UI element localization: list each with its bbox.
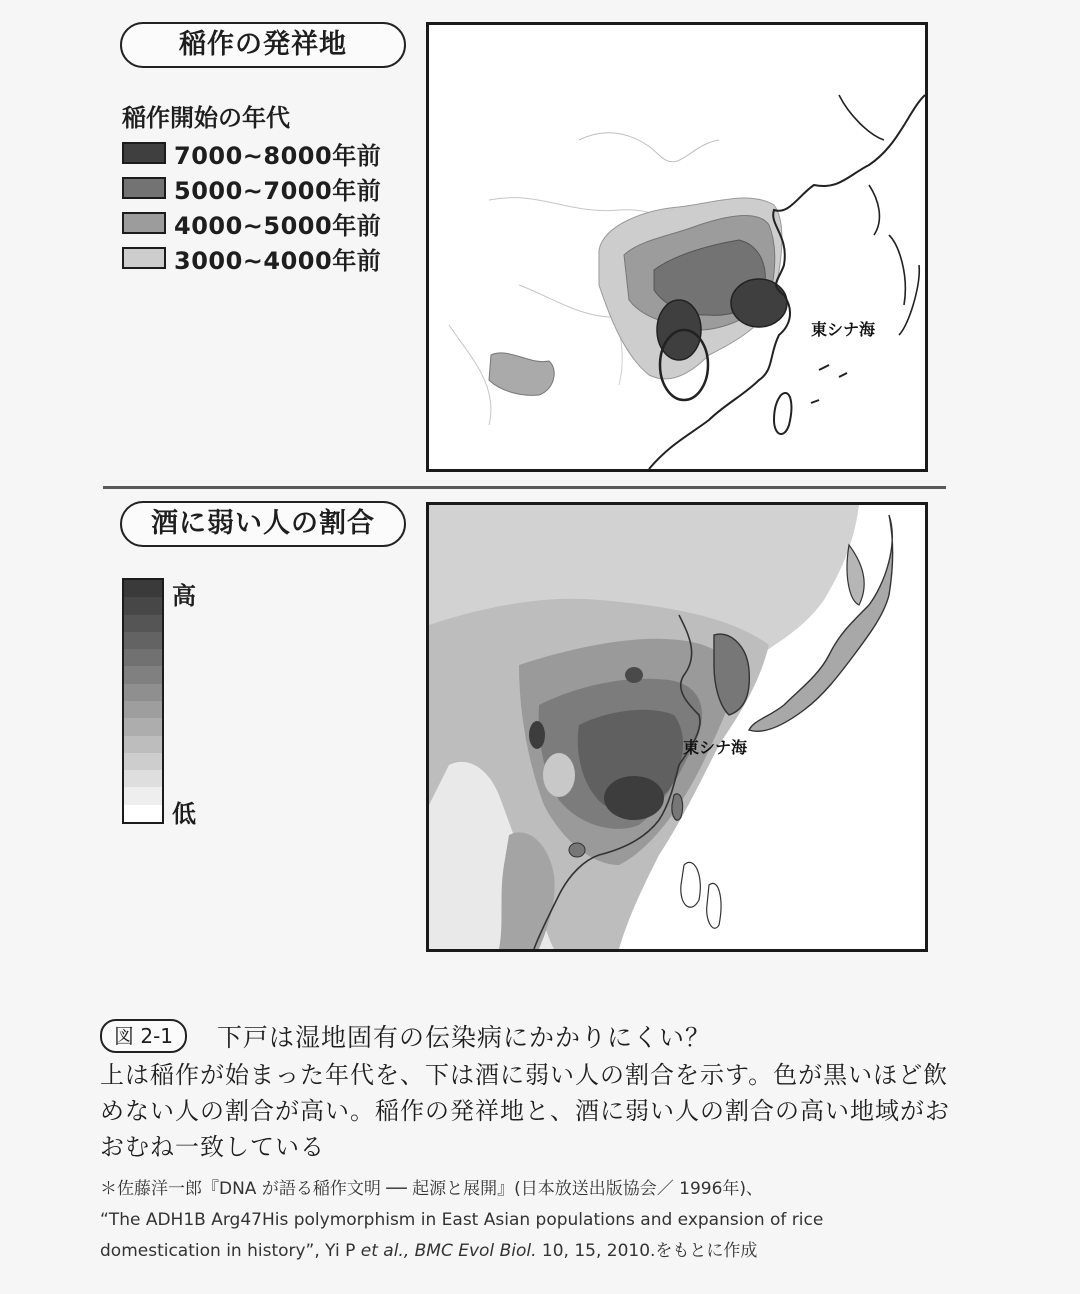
legend-swatch [122, 212, 166, 234]
origin-panel-title: 稲作の発祥地 [120, 22, 406, 68]
legend-swatch [122, 142, 166, 164]
panel-divider [103, 486, 946, 489]
rice-origin-map [426, 22, 928, 472]
ramp-step [124, 701, 162, 718]
legend-label: 4000~5000年前 [174, 211, 382, 240]
sea-label: 東シナ海 [811, 320, 876, 339]
figure-heading [100, 1018, 711, 1054]
ramp-step [124, 684, 162, 701]
ramp-low-label: 低 [172, 800, 196, 828]
source-line-2: “The ADH1B Arg47His polymorphism in East Asian populations and expansion of rice [100, 1210, 824, 1230]
sea-label: 東シナ海 [683, 738, 748, 757]
ramp-step [124, 666, 162, 683]
legend-swatch [122, 177, 166, 199]
source-line-3-prefix: domestication in history”, Yi P [100, 1241, 361, 1261]
alcohol-intolerance-map-svg [429, 505, 925, 949]
ramp-step [124, 632, 162, 649]
figure-source [100, 1174, 980, 1267]
figure-number: 図 2-1 [100, 1019, 187, 1053]
alcohol-panel-title: 酒に弱い人の割合 [120, 501, 406, 547]
ramp-step [124, 787, 162, 804]
ramp-step [124, 580, 162, 597]
legend-item [122, 175, 382, 205]
rice-origin-map-svg [429, 25, 925, 469]
source-line-3-suffix: 10, 15, 2010.をもとに作成 [536, 1241, 758, 1261]
legend-label: 5000~7000年前 [174, 176, 382, 205]
figure-title: 下戸は湿地固有の伝染病にかかりにくい？ [217, 1023, 712, 1052]
source-line-1: ＊佐藤洋一郎『DNA が語る稲作文明 ── 起源と展開』(日本放送出版協会／ 1996年)、 [100, 1179, 764, 1199]
ramp-step [124, 753, 162, 770]
legend-label: 7000~8000年前 [174, 141, 382, 170]
source-journal: et al., BMC Evol Biol. [360, 1241, 537, 1261]
ramp-step [124, 736, 162, 753]
legend-swatch [122, 247, 166, 269]
ramp-step [124, 649, 162, 666]
source-line-3 [100, 1236, 980, 1267]
ramp-high-label: 高 [172, 582, 196, 610]
legend-title: 稲作開始の年代 [122, 104, 290, 132]
alcohol-intolerance-map [426, 502, 928, 952]
legend-item [122, 245, 382, 275]
figure-caption: 上は稲作が始まった年代を、下は酒に弱い人の割合を示す。色が黒いほど飲めない人の割合が高い。稲作の発祥地と、酒に弱い人の割合の高い地域がおおむね一致している [100, 1061, 950, 1161]
legend-item [122, 210, 382, 240]
ramp-step [124, 718, 162, 735]
ramp-step [124, 770, 162, 787]
intensity-ramp [122, 578, 164, 824]
ramp-step [124, 805, 162, 822]
legend-label: 3000~4000年前 [174, 246, 382, 275]
ramp-step [124, 615, 162, 632]
ramp-step [124, 597, 162, 614]
legend-item [122, 140, 382, 170]
